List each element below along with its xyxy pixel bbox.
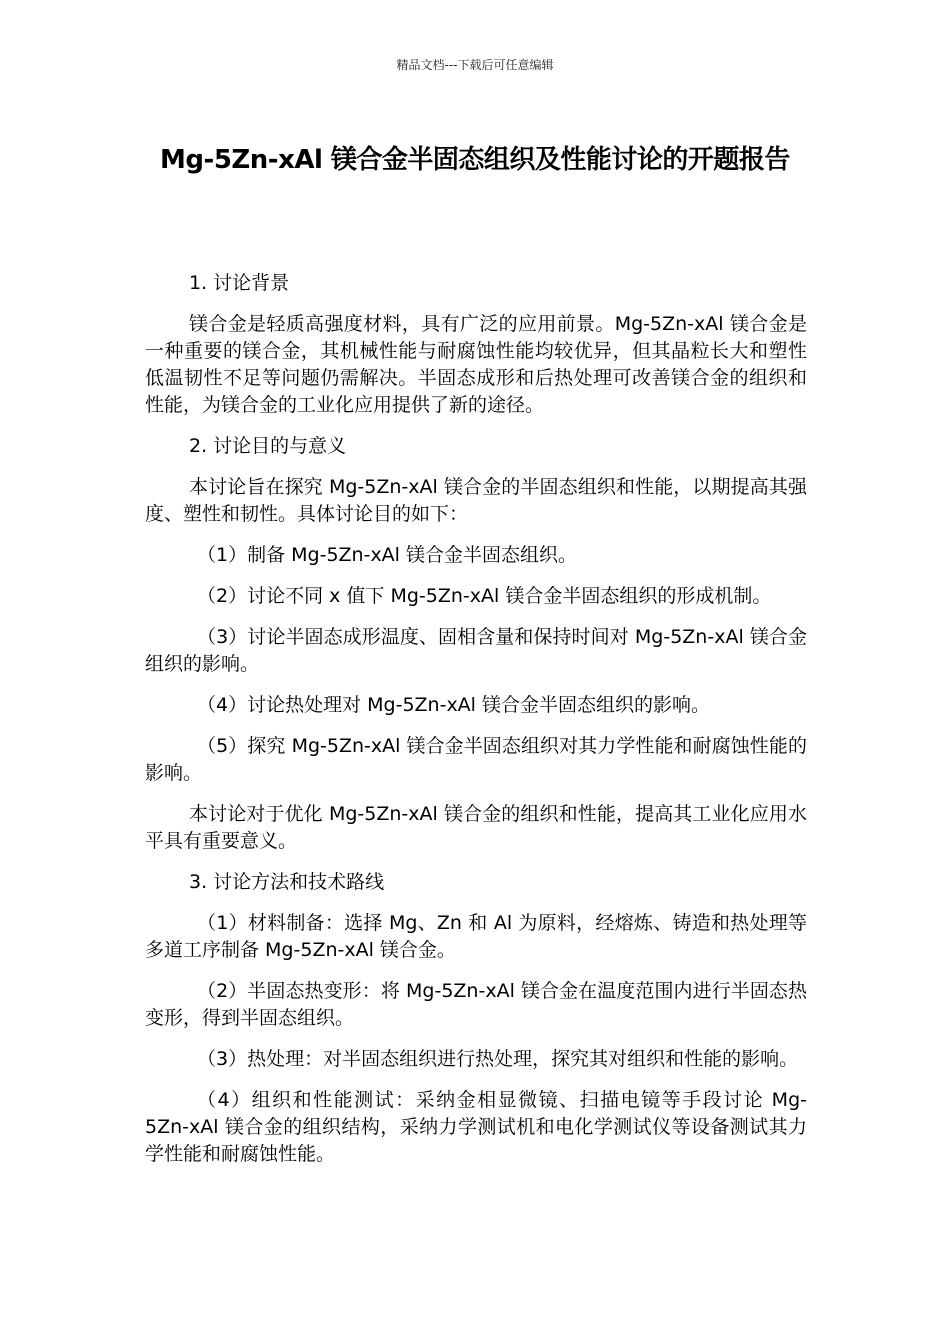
method-item: （3）热处理：对半固态组织进行热处理，探究其对组织和性能的影响。 [197, 1048, 799, 1070]
purpose-item: （5）探究 Mg-5Zn-xAl 镁合金半固态组织对其力学性能和耐腐蚀性能的影响。 [145, 735, 807, 784]
purpose-item: （4）讨论热处理对 Mg-5Zn-xAl 镁合金半固态组织的影响。 [197, 694, 711, 716]
document-title: Mg-5Zn-xAl 镁合金半固态组织及性能讨论的开题报告 [160, 145, 790, 175]
section-heading-methods: 3. 讨论方法和技术路线 [189, 871, 385, 893]
document-body [145, 270, 807, 1182]
purpose-item: （1）制备 Mg-5Zn-xAl 镁合金半固态组织。 [197, 544, 578, 566]
purpose-item: （3）讨论半固态成形温度、固相含量和保持时间对 Mg-5Zn-xAl 镁合金组织的影响。 [145, 626, 807, 675]
purpose-item: （2）讨论不同 x 值下 Mg-5Zn-xAl 镁合金半固态组织的形成机制。 [197, 585, 772, 607]
section-heading-background: 1. 讨论背景 [189, 272, 290, 294]
significance-paragraph: 本讨论对于优化 Mg-5Zn-xAl 镁合金的组织和性能，提高其工业化应用水平具有重要意义。 [145, 803, 807, 852]
purpose-intro-paragraph: 本讨论旨在探究 Mg-5Zn-xAl 镁合金的半固态组织和性能，以期提高其强度、塑性和韧性。具体讨论目的如下： [145, 476, 807, 525]
background-paragraph: 镁合金是轻质高强度材料，具有广泛的应用前景。Mg-5Zn-xAl 镁合金是一种重要的镁合金，其机械性能与耐腐蚀性能均较优异，但其晶粒长大和塑性低温韧性不足等问题仍需解决。半固态成形和后热处理可改善镁合金的组织和性能，为镁合金的工业化应用提供了新的途径。 [145, 313, 807, 416]
method-item: （1）材料制备：选择 Mg、Zn 和 Al 为原料，经熔炼、铸造和热处理等多道工序制备 Mg-5Zn-xAl 镁合金。 [145, 912, 807, 961]
method-item: （2）半固态热变形：将 Mg-5Zn-xAl 镁合金在温度范围内进行半固态热变形，得到半固态组织。 [145, 980, 807, 1029]
method-item: （4）组织和性能测试：采纳金相显微镜、扫描电镜等手段讨论 Mg-5Zn-xAl 镁合金的组织结构，采纳力学测试机和电化学测试仪等设备测试其力学性能和耐腐蚀性能。 [145, 1089, 807, 1165]
section-heading-purpose: 2. 讨论目的与意义 [189, 435, 347, 457]
page-header-note: 精品文档---下载后可任意编辑 [396, 58, 554, 72]
